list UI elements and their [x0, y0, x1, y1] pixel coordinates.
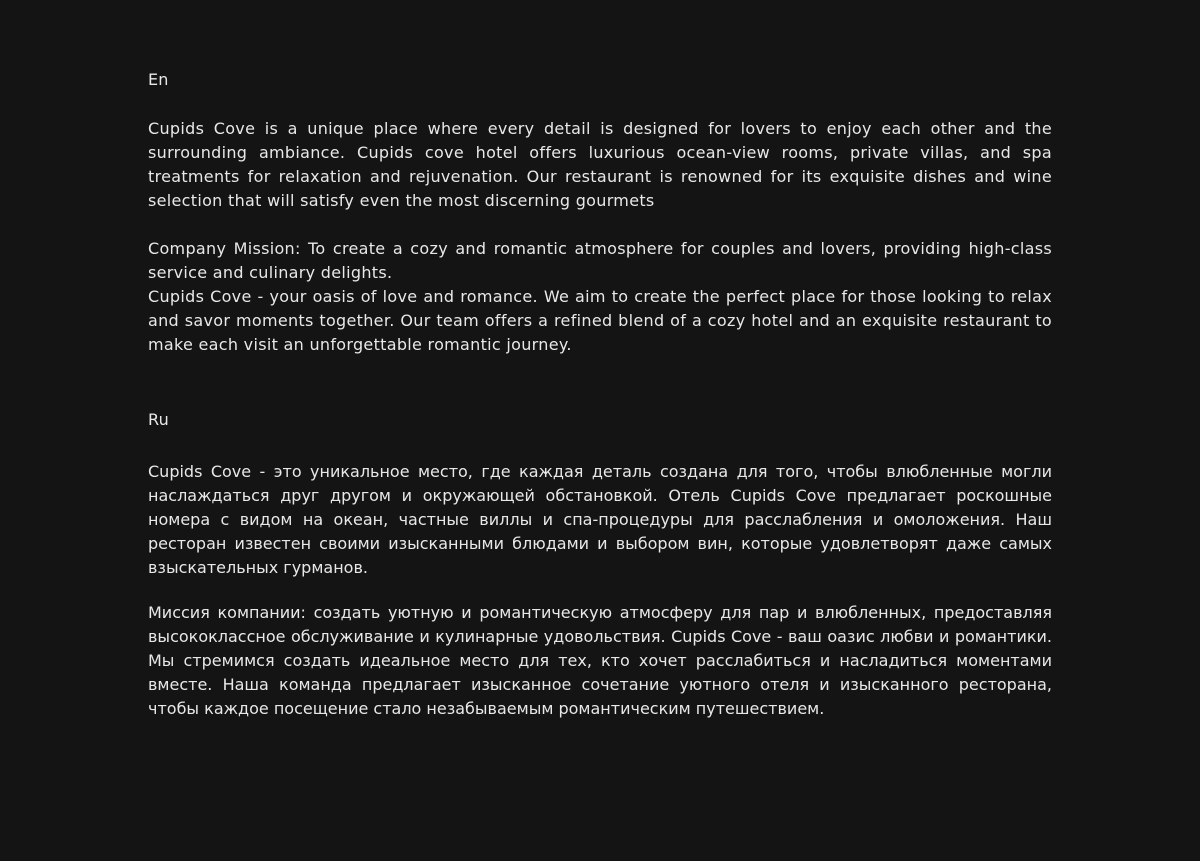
- russian-intro-paragraph: Cupids Cove - это уникальное место, где каждая деталь создана для того, чтобы влюбленные могли наслаждаться друг другом и окружающей обстановкой. Отель Cupids Cove предлагает роскошные номера с видом на океан, частные виллы и спа-процедуры для расслабления и омоложения. Наш ресторан известен своими изысканными блюдами и выбором вин, которые удовлетворят даже самых взыскательных гурманов.: [148, 462, 1052, 577]
- russian-mission-paragraph: Миссия компании: создать уютную и романтическую атмосферу для пар и влюбленных, предоставляя высококлассное обслуживание и кулинарные удовольствия. Cupids Cove - ваш оазис любви и романтики. Мы стремимся создать идеальное место для тех, кто хочет расслабиться и насладиться моментами вместе. Наша команда предлагает изысканное сочетание уютного отеля и изысканного ресторана, чтобы каждое посещение стало незабываемым романтическим путешествием.: [148, 603, 1052, 718]
- english-mission-paragraph: Company Mission: To create a cozy and romantic atmosphere for couples and lovers, providing high-class service and culinary delights.: [148, 239, 1052, 282]
- russian-section-label: Ru: [148, 410, 169, 429]
- english-intro-paragraph: Cupids Cove is a unique place where every detail is designed for lovers to enjoy each other and the surrounding ambiance. Cupids cove hotel offers luxurious ocean-view rooms, private villas, and spa treatments for relaxation and rejuvenation. Our restaurant is renowned for its exquisite dishes and wine selection that will satisfy even the most discerning gourmets: [148, 119, 1052, 210]
- english-section-label: En: [148, 70, 169, 89]
- english-oasis-paragraph: Cupids Cove - your oasis of love and romance. We aim to create the perfect place for those looking to relax and savor moments together. Our team offers a refined blend of a cozy hotel and an exquisite restaurant to make each visit an unforgettable romantic journey.: [148, 287, 1052, 354]
- english-mission-block: [148, 237, 1052, 357]
